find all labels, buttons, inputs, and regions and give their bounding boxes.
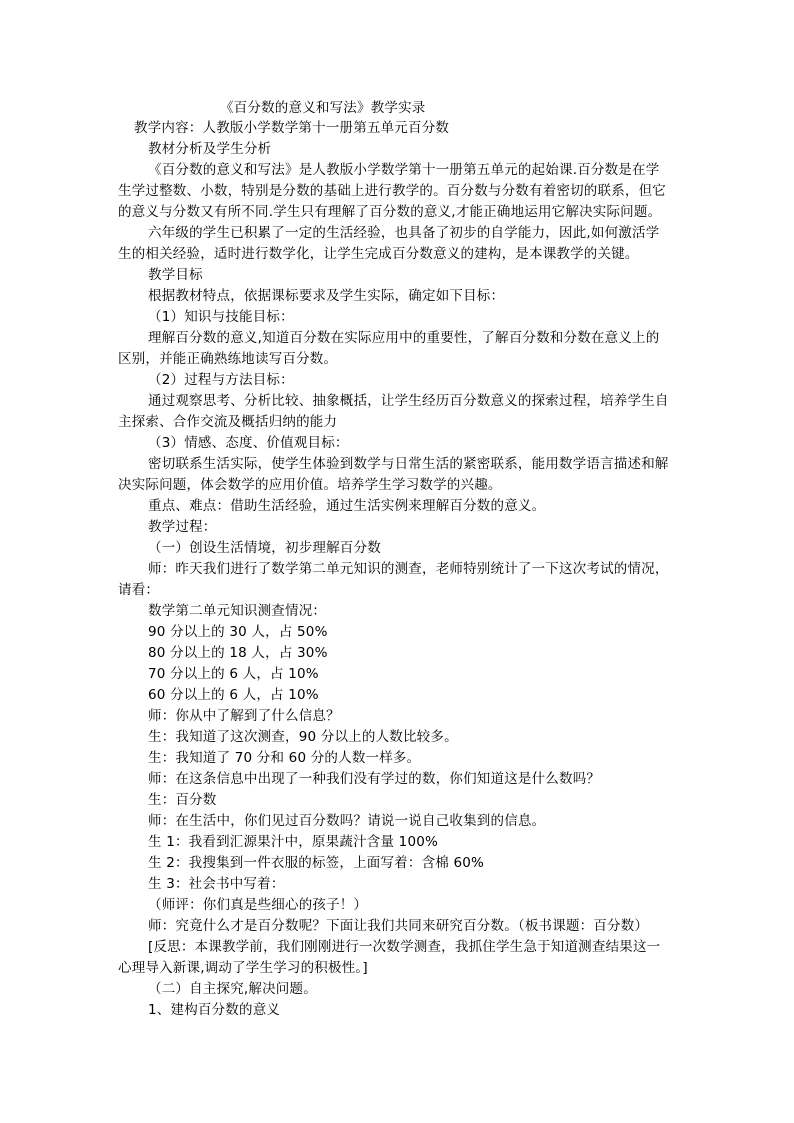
document-title: 《百分数的意义和写法》教学实录	[220, 100, 426, 116]
text-line: 主探索、合作交流及概括归纳的能力	[118, 414, 338, 430]
text-line: （1）知识与技能目标：	[148, 309, 294, 325]
text-line: 教材分析及学生分析	[148, 141, 272, 157]
text-line: 80 分以上的 18 人，占 30%	[148, 645, 328, 661]
text-line: 《百分数的意义和写法》是人教版小学数学第十一册第五单元的起始课.百分数是在学	[148, 162, 660, 178]
text-line: 生学过整数、小数，特别是分数的基础上进行教学的。百分数与分数有着密切的联系，但它	[118, 183, 666, 199]
text-line: 密切联系生活实际，使学生体验到数学与日常生活的紧密联系，能用数学语言描述和解	[148, 456, 669, 472]
text-line: 重点、难点：借助生活经验，通过生活实例来理解百分数的意义。	[148, 498, 546, 514]
text-line: 师：在生活中，你们见过百分数吗？请说一说自己收集到的信息。	[148, 813, 546, 829]
text-line: 通过观察思考、分析比较、抽象概括，让学生经历百分数意义的探索过程，培养学生自	[148, 393, 669, 409]
text-line: 70 分以上的 6 人，占 10%	[148, 666, 319, 682]
text-line: 生的相关经验，适时进行数学化，让学生完成百分数意义的建构，是本课教学的关键。	[118, 246, 639, 262]
text-line: 教学目标	[148, 267, 203, 283]
text-line: 请看：	[118, 582, 160, 598]
text-line: 生 2：我搜集到一件衣服的标签，上面写着：含棉 60%	[148, 855, 485, 871]
text-line: 生 1：我看到汇源果汁中，原果蔬汁含量 100%	[148, 834, 439, 850]
text-line: 60 分以上的 6 人，占 10%	[148, 687, 319, 703]
text-line: 理解百分数的意义,知道百分数在实际应用中的重要性，了解百分数和分数在意义上的	[148, 330, 660, 346]
text-line: 数学第二单元知识测查情况：	[148, 603, 327, 619]
text-line: 的意义与分数又有所不同.学生只有理解了百分数的意义,才能正确地运用它解决实际问题。	[118, 204, 662, 220]
text-line: （2）过程与方法目标：	[148, 372, 294, 388]
text-line: 师：昨天我们进行了数学第二单元知识的测查，老师特别统计了一下这次考试的情况，	[148, 561, 669, 577]
text-line: 决实际问题，体会数学的应用价值。培养学生学习数学的兴趣。	[118, 477, 502, 493]
text-line: 1、建构百分数的意义	[148, 1002, 281, 1018]
text-line: 生：百分数	[148, 792, 217, 808]
text-line: 区别，并能正确熟练地读写百分数。	[118, 351, 338, 367]
text-line: 生：我知道了 70 分和 60 分的人数一样多。	[148, 750, 421, 766]
text-line: 六年级的学生已积累了一定的生活经验，也具备了初步的自学能力，因此,如何激活学	[148, 225, 660, 241]
text-line: [反思：本课教学前，我们刚刚进行一次数学测查，我抓住学生急于知道测查结果这一	[148, 939, 661, 955]
text-line: （一）创设生活情境，初步理解百分数	[148, 540, 381, 556]
text-line: 教学过程：	[148, 519, 217, 535]
text-line: 根据教材特点，依据课标要求及学生实际，确定如下目标：	[148, 288, 505, 304]
text-line: 教学内容：人教版小学数学第十一册第五单元百分数	[134, 120, 450, 136]
text-line: 90 分以上的 30 人，占 50%	[148, 624, 328, 640]
text-line: 师：你从中了解到了什么信息？	[148, 708, 340, 724]
text-line: 生：我知道了这次测查，90 分以上的人数比较多。	[148, 729, 458, 745]
text-line: 生 3：社会书中写着：	[148, 876, 285, 892]
text-line: 师：在这条信息中出现了一种我们没有学过的数，你们知道这是什么数吗？	[148, 771, 601, 787]
text-line: （3）情感、态度、价值观目标：	[148, 435, 349, 451]
text-line: 心理导入新课,调动了学生学习的积极性。]	[118, 960, 368, 976]
text-line: （二）自主探究,解决问题。	[148, 981, 317, 997]
text-line: 师：究竟什么才是百分数呢？下面让我们共同来研究百分数。（板书课题：百分数）	[148, 918, 649, 934]
text-line: （师评：你们真是些细心的孩子！）	[148, 897, 368, 913]
